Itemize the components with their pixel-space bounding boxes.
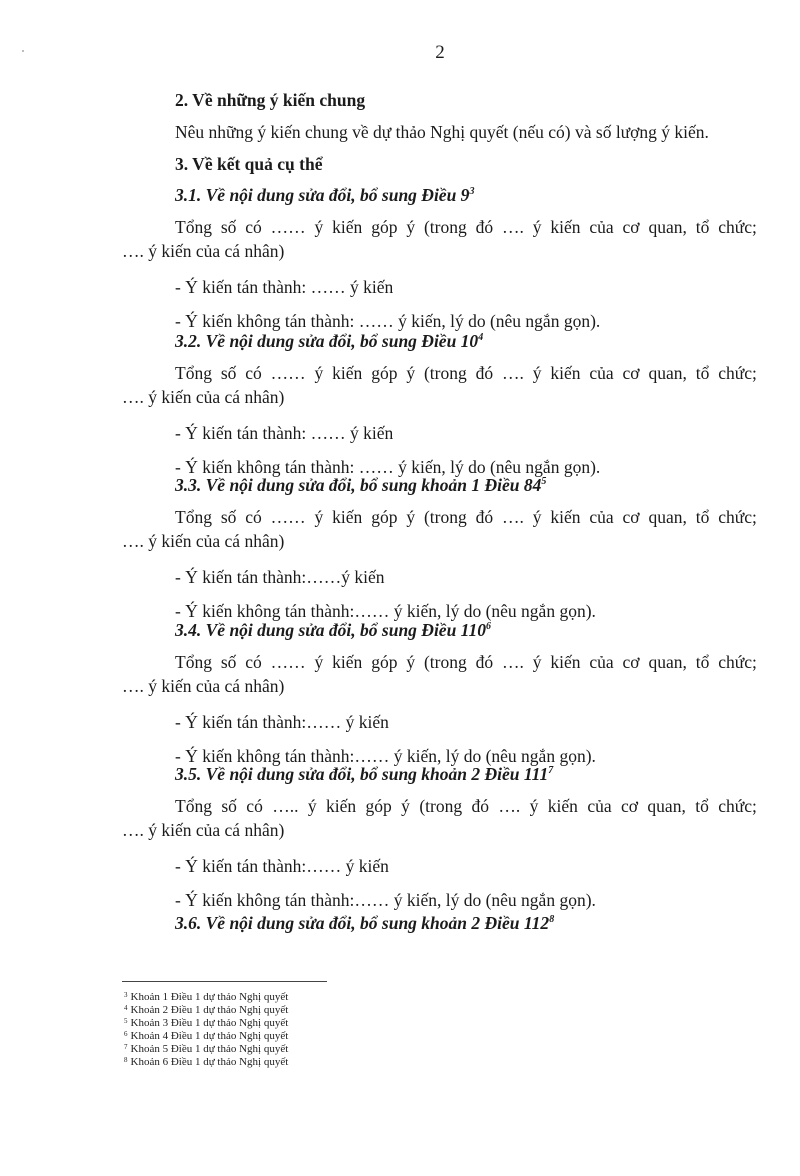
total-word: kiến xyxy=(550,217,581,237)
total-word: …… xyxy=(270,363,306,383)
total-word: tổ xyxy=(695,796,709,816)
total-word: Tổng xyxy=(175,507,212,527)
total-word: số xyxy=(220,217,237,237)
total-word: ý xyxy=(532,217,542,237)
item-total-line xyxy=(175,362,757,384)
footnote-ref: 4 xyxy=(478,332,484,343)
total-word: …. xyxy=(501,652,524,672)
total-word: có xyxy=(245,652,262,672)
total-word: kiến xyxy=(332,217,363,237)
total-word: …… xyxy=(270,652,306,672)
total-word: kiến xyxy=(550,652,581,672)
total-word: đó xyxy=(475,652,494,672)
total-word: …. xyxy=(501,217,524,237)
footnote-ref: 7 xyxy=(548,765,554,776)
total-word: chức; xyxy=(718,796,757,816)
footnote-item xyxy=(124,1056,288,1068)
total-word: góp xyxy=(371,217,398,237)
total-word: (trong xyxy=(423,652,467,672)
footnote-number: 7 xyxy=(124,1043,128,1051)
item-title xyxy=(175,763,553,785)
total-word: ý xyxy=(532,507,542,527)
footnote-number: 3 xyxy=(124,991,128,999)
item-title-text: 3.4. Về nội dung sửa đổi, bổ sung Điều 110 xyxy=(175,620,486,640)
total-word: chức; xyxy=(718,217,757,237)
total-word: chức; xyxy=(718,363,757,383)
footnote-ref: 3 xyxy=(469,186,475,197)
total-word: có xyxy=(245,363,262,383)
item-title xyxy=(175,330,483,352)
total-word: đó xyxy=(475,507,494,527)
item-total-line xyxy=(175,651,757,673)
item-total-continuation: …. ý kiến của cá nhân) xyxy=(122,241,285,261)
total-word: góp xyxy=(371,363,398,383)
total-word: Tổng xyxy=(175,363,212,383)
total-word: số xyxy=(220,363,237,383)
footnote-item xyxy=(124,1017,288,1029)
total-word: ý xyxy=(314,363,324,383)
footnote-number: 8 xyxy=(124,1056,128,1064)
footnote-item xyxy=(124,1004,288,1016)
total-word: quan, xyxy=(648,217,687,237)
footnote-text: Khoản 2 Điều 1 dự thảo Nghị quyết xyxy=(130,1004,289,1016)
total-word: ý xyxy=(307,796,317,816)
total-word: có xyxy=(245,507,262,527)
total-word: (trong xyxy=(423,363,467,383)
total-word: ý xyxy=(314,652,324,672)
item-title-text: 3.5. Về nội dung sửa đổi, bổ sung khoản 2 Điều 111 xyxy=(175,764,549,784)
total-word: đó xyxy=(475,363,494,383)
total-word: cơ xyxy=(622,507,640,527)
item-total-continuation: …. ý kiến của cá nhân) xyxy=(122,676,285,696)
footnote-text: Khoản 5 Điều 1 dự thảo Nghị quyết xyxy=(130,1043,289,1055)
item-total-continuation: …. ý kiến của cá nhân) xyxy=(122,531,285,551)
footnote-item xyxy=(124,991,288,1003)
total-word: của xyxy=(589,652,614,672)
total-word: kiến xyxy=(550,507,581,527)
total-word: kiến xyxy=(326,796,357,816)
total-word: cơ xyxy=(622,363,640,383)
total-word: …. xyxy=(498,796,521,816)
total-word: kiến xyxy=(550,363,581,383)
item-disagree-count: - Ý kiến không tán thành:…… ý kiến, lý do (nêu ngắn gọn). xyxy=(175,890,596,910)
total-word: ý xyxy=(529,796,539,816)
total-word: chức; xyxy=(718,652,757,672)
total-word: kiến xyxy=(332,507,363,527)
item-disagree-count: - Ý kiến không tán thành: …… ý kiến, lý do (nêu ngắn gọn). xyxy=(175,311,601,331)
footnote-divider xyxy=(122,981,327,982)
footnote-ref: 8 xyxy=(549,914,555,925)
total-word: của xyxy=(589,507,614,527)
total-word: góp xyxy=(365,796,392,816)
item-total-continuation: …. ý kiến của cá nhân) xyxy=(122,820,285,840)
total-word: của xyxy=(587,796,612,816)
footnote-ref: 5 xyxy=(541,476,547,487)
total-word: kiến xyxy=(547,796,578,816)
total-word: quan, xyxy=(648,363,687,383)
item-title xyxy=(175,619,491,641)
total-word: góp xyxy=(371,507,398,527)
footnote-text: Khoản 3 Điều 1 dự thảo Nghị quyết xyxy=(130,1017,289,1029)
item-title-text: 3.3. Về nội dung sửa đổi, bổ sung khoản 1 Điều 84 xyxy=(175,475,542,495)
total-word: cơ xyxy=(622,652,640,672)
total-word: cơ xyxy=(622,217,640,237)
total-word: số xyxy=(220,652,237,672)
total-word: ý xyxy=(406,652,416,672)
page-number: 2 xyxy=(435,42,445,63)
item-title xyxy=(175,474,546,496)
total-word: ý xyxy=(314,217,324,237)
total-word: của xyxy=(589,363,614,383)
total-word: ý xyxy=(401,796,410,816)
section-2-heading: 2. Về những ý kiến chung xyxy=(175,90,366,110)
total-word: ý xyxy=(406,363,416,383)
total-word: đó xyxy=(475,217,494,237)
item-agree-count: - Ý kiến tán thành:…… ý kiến xyxy=(175,712,389,732)
total-word: tổ xyxy=(695,652,710,672)
section-3-heading: 3. Về kết quả cụ thể xyxy=(175,154,323,174)
total-word: góp xyxy=(371,652,398,672)
footnote-number: 6 xyxy=(124,1030,128,1038)
total-word: kiến xyxy=(332,652,363,672)
item-title-text: 3.6. Về nội dung sửa đổi, bổ sung khoản 2 Điều 112 xyxy=(175,913,550,933)
total-word: của xyxy=(589,217,614,237)
footnote-number: 5 xyxy=(124,1017,128,1025)
total-word: …… xyxy=(270,217,306,237)
total-word: …. xyxy=(501,507,524,527)
item-total-line xyxy=(175,795,757,817)
total-word: (trong xyxy=(423,507,467,527)
footnote-item xyxy=(124,1030,288,1042)
item-title-text: 3.2. Về nội dung sửa đổi, bổ sung Điều 10 xyxy=(175,331,479,351)
total-word: Tổng xyxy=(175,217,212,237)
item-agree-count: - Ý kiến tán thành:……ý kiến xyxy=(175,567,385,587)
footnote-item xyxy=(124,1043,288,1055)
total-word: ….. xyxy=(272,796,299,816)
item-total-continuation: …. ý kiến của cá nhân) xyxy=(122,387,285,407)
item-disagree-count: - Ý kiến không tán thành: …… ý kiến, lý do (nêu ngắn gọn). xyxy=(175,457,601,477)
item-title xyxy=(175,184,474,206)
total-word: kiến xyxy=(332,363,363,383)
total-word: ý xyxy=(406,217,416,237)
total-word: (trong xyxy=(423,217,467,237)
footnote-text: Khoản 4 Điều 1 dự thảo Nghị quyết xyxy=(130,1030,289,1042)
total-word: quan, xyxy=(647,796,686,816)
item-title xyxy=(175,912,554,934)
total-word: ý xyxy=(406,507,416,527)
total-word: quan, xyxy=(648,652,687,672)
item-agree-count: - Ý kiến tán thành: …… ý kiến xyxy=(175,423,394,443)
total-word: quan, xyxy=(648,507,687,527)
total-word: ý xyxy=(532,363,542,383)
total-word: (trong xyxy=(419,796,463,816)
total-word: …… xyxy=(270,507,306,527)
total-word: tổ xyxy=(695,217,710,237)
total-word: chức; xyxy=(718,507,757,527)
total-word: …. xyxy=(501,363,524,383)
footnote-text: Khoản 1 Điều 1 dự thảo Nghị quyết xyxy=(130,991,289,1003)
total-word: có xyxy=(245,217,262,237)
total-word: đó xyxy=(471,796,489,816)
item-total-line xyxy=(175,216,757,238)
total-word: số xyxy=(220,507,237,527)
total-word: số xyxy=(221,796,237,816)
total-word: Tổng xyxy=(175,652,212,672)
item-disagree-count: - Ý kiến không tán thành:…… ý kiến, lý do (nêu ngắn gọn). xyxy=(175,601,596,621)
item-title-text: 3.1. Về nội dung sửa đổi, bổ sung Điều 9 xyxy=(175,185,470,205)
total-word: có xyxy=(246,796,263,816)
footnote-ref: 6 xyxy=(485,621,491,632)
footnote-text: Khoản 6 Điều 1 dự thảo Nghị quyết xyxy=(130,1056,289,1068)
total-word: ý xyxy=(314,507,324,527)
total-word: tổ xyxy=(695,507,710,527)
item-agree-count: - Ý kiến tán thành:…… ý kiến xyxy=(175,856,389,876)
total-word: cơ xyxy=(621,796,639,816)
footnote-number: 4 xyxy=(124,1004,128,1012)
item-agree-count: - Ý kiến tán thành: …… ý kiến xyxy=(175,277,394,297)
item-disagree-count: - Ý kiến không tán thành:…… ý kiến, lý do (nêu ngắn gọn). xyxy=(175,746,596,766)
section-2-body: Nêu những ý kiến chung về dự thảo Nghị quyết (nếu có) và số lượng ý kiến. xyxy=(175,122,709,142)
total-word: tổ xyxy=(695,363,710,383)
item-total-line xyxy=(175,506,757,528)
total-word: Tổng xyxy=(175,796,212,816)
total-word: ý xyxy=(532,652,542,672)
